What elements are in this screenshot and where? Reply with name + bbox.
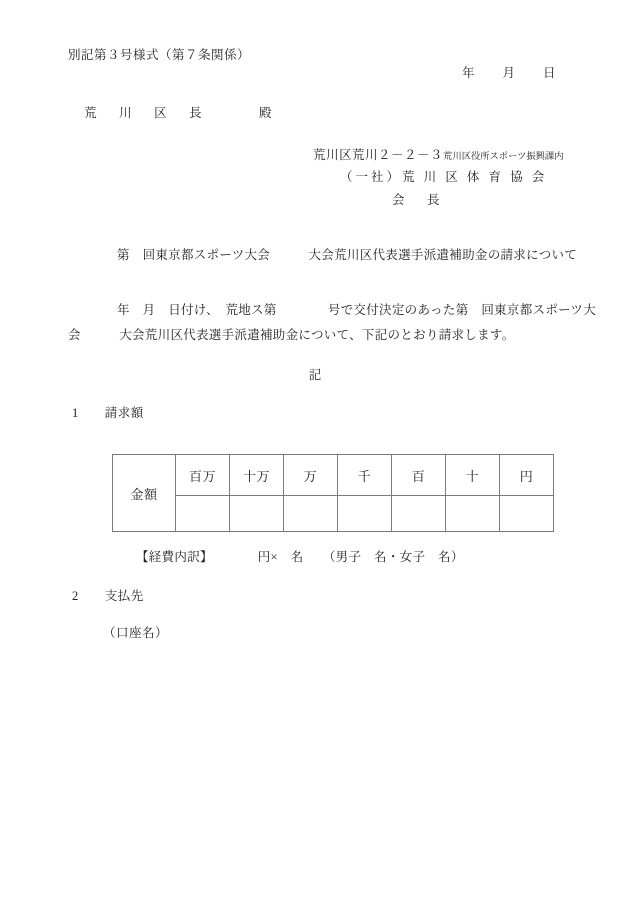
amount-entry-cell[interactable] xyxy=(284,496,338,532)
body-paragraph-line-2: 会 大会荒川区代表選手派遣補助金について、下記のとおり請求します。 xyxy=(68,328,515,342)
sender-address-text: 荒川区荒川２－２－３ xyxy=(313,148,444,162)
amount-table xyxy=(112,454,554,532)
date-field-line: 年 月 日 xyxy=(462,66,557,80)
amount-entry-cell[interactable] xyxy=(338,496,392,532)
account-name-line: （口座名） xyxy=(103,626,169,640)
item-1-number: 1 xyxy=(72,406,79,420)
amount-header-cell: 十万 xyxy=(230,455,284,496)
amount-header-cell: 万 xyxy=(284,455,338,496)
amount-entry-cell[interactable] xyxy=(176,496,230,532)
expense-breakdown-line: 【経費内訳】 円× 名 （男子 名・女子 名） xyxy=(136,550,464,564)
amount-table-entry-row xyxy=(113,496,554,532)
body-paragraph-line-1: 年 月 日付け、 荒地ス第 号で交付決定のあった第 回東京都スポーツ大 xyxy=(117,303,597,317)
sender-title: 会 長 xyxy=(392,193,445,207)
amount-row-label: 金額 xyxy=(113,455,176,532)
amount-header-cell: 十 xyxy=(446,455,500,496)
amount-entry-cell[interactable] xyxy=(230,496,284,532)
amount-header-cell: 百万 xyxy=(176,455,230,496)
amount-header-cell: 円 xyxy=(500,455,554,496)
amount-header-cell: 千 xyxy=(338,455,392,496)
form-code-heading: 別記第３号様式（第７条関係） xyxy=(68,48,251,62)
amount-entry-cell[interactable] xyxy=(500,496,554,532)
amount-table-header-row xyxy=(113,455,554,496)
amount-entry-cell[interactable] xyxy=(446,496,500,532)
item-2-heading xyxy=(72,587,144,605)
item-1-label: 請求額 xyxy=(104,406,144,420)
sender-address-note: 荒川区役所スポーツ振興課内 xyxy=(443,152,564,162)
amount-table-container xyxy=(112,454,554,532)
item-2-number: 2 xyxy=(72,589,79,603)
item-2-label: 支払先 xyxy=(104,589,144,603)
ki-mark: 記 xyxy=(308,368,322,382)
sender-address-line xyxy=(313,146,564,164)
amount-entry-cell[interactable] xyxy=(392,496,446,532)
sender-organization: （一社）荒 川 区 体 育 協 会 xyxy=(340,170,548,184)
item-1-heading xyxy=(72,404,144,422)
addressee-line: 荒 川 区 長 殿 xyxy=(84,106,277,120)
amount-header-cell: 百 xyxy=(392,455,446,496)
subject-line: 第 回東京都スポーツ大会 大会荒川区代表選手派遣補助金の請求について xyxy=(117,248,578,262)
